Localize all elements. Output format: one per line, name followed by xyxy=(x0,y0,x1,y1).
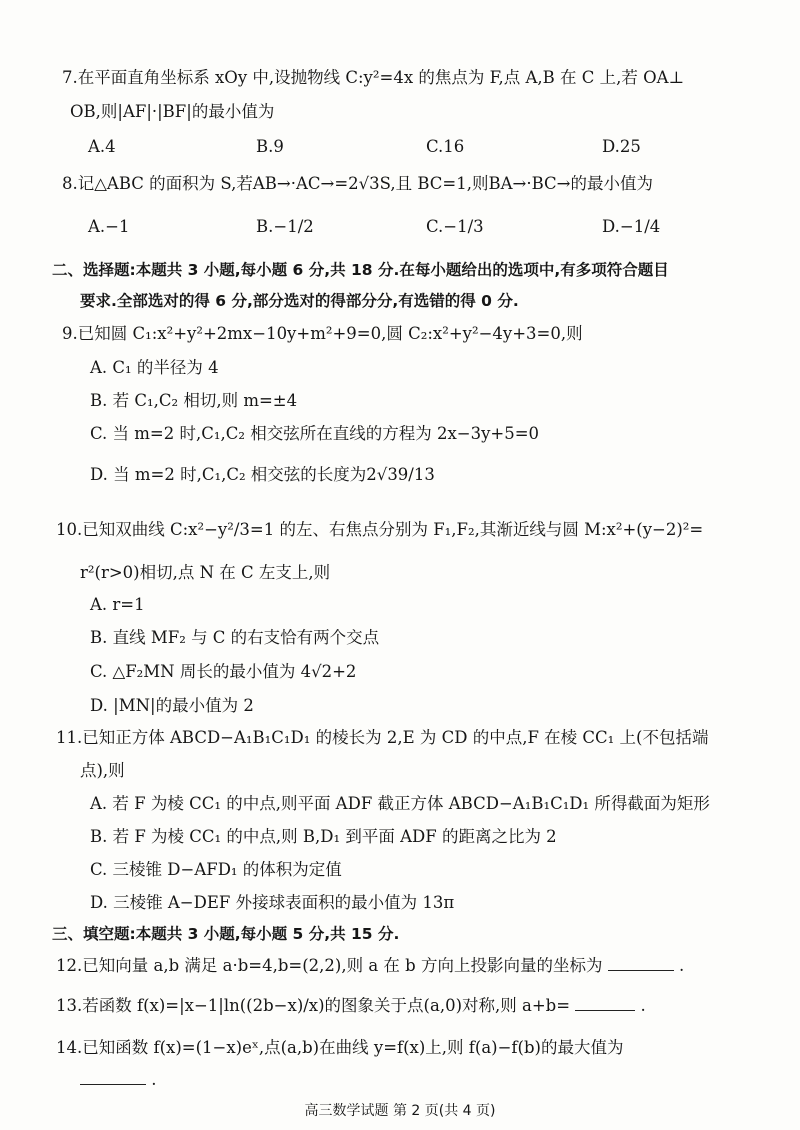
section2-heading-line2: 要求.全部选对的得 6 分,部分选对的得部分分,有选错的得 0 分. xyxy=(80,292,519,310)
q7-options xyxy=(88,135,641,159)
section3-heading: 三、填空题:本题共 3 小题,每小题 5 分,共 15 分. xyxy=(52,925,400,943)
q8-option-a: A.−1 xyxy=(88,217,130,236)
q9-option-a: A. C₁ 的半径为 4 xyxy=(90,358,219,377)
q13-line xyxy=(56,994,646,1018)
q11-option-a: A. 若 F 为棱 CC₁ 的中点,则平面 ADF 截正方体 ABCD−A₁B₁C₁D₁ 所得截面为矩形 xyxy=(90,794,710,813)
q11-line2: 点),则 xyxy=(80,761,125,780)
q10-option-c: C. △F₂MN 周长的最小值为 4√2+2 xyxy=(90,662,357,681)
q14-answer-blank[interactable] xyxy=(80,1070,146,1085)
q7-line2: OB,则|AF|·|BF|的最小值为 xyxy=(70,102,275,121)
q14-line1: 14.已知函数 f(x)=(1−x)eˣ,点(a,b)在曲线 y=f(x)上,则 f(a)−f(b)的最大值为 xyxy=(56,1038,624,1057)
q14-line2 xyxy=(80,1068,157,1092)
section2-heading-line1: 二、选择题:本题共 3 小题,每小题 6 分,共 18 分.在每小题给出的选项中,有多项符合题目 xyxy=(52,261,669,279)
q9-option-b: B. 若 C₁,C₂ 相切,则 m=±4 xyxy=(90,391,298,410)
q11-option-c: C. 三棱锥 D−AFD₁ 的体积为定值 xyxy=(90,860,342,879)
q7-option-c: C.16 xyxy=(426,137,465,156)
q10-option-d: D. |MN|的最小值为 2 xyxy=(90,696,254,715)
q13-stem: 13.若函数 f(x)=|x−1|ln((2b−x)/x)的图象关于点(a,0)对称,则 a+b= xyxy=(56,996,571,1015)
q13-answer-blank[interactable] xyxy=(575,996,635,1011)
q14-end: . xyxy=(151,1070,157,1089)
q11-option-b: B. 若 F 为棱 CC₁ 的中点,则 B,D₁ 到平面 ADF 的距离之比为 2 xyxy=(90,827,557,846)
q8-option-b: B.−1/2 xyxy=(256,217,314,236)
q9-option-d: D. 当 m=2 时,C₁,C₂ 相交弦的长度为2√39/13 xyxy=(90,465,435,484)
q7-option-d: D.25 xyxy=(602,137,641,156)
q9-option-c: C. 当 m=2 时,C₁,C₂ 相交弦所在直线的方程为 2x−3y+5=0 xyxy=(90,424,540,443)
q8-option-d: D.−1/4 xyxy=(602,217,661,236)
q13-end: . xyxy=(640,996,646,1015)
q12-line xyxy=(56,954,684,978)
q7-option-b: B.9 xyxy=(256,137,284,156)
q8-options xyxy=(88,215,660,239)
q9-stem: 9.已知圆 C₁:x²+y²+2mx−10y+m²+9=0,圆 C₂:x²+y²−4y+3=0,则 xyxy=(62,324,583,343)
q11-option-d: D. 三棱锥 A−DEF 外接球表面积的最小值为 13π xyxy=(90,893,455,912)
q10-line1: 10.已知双曲线 C:x²−y²/3=1 的左、右焦点分别为 F₁,F₂,其渐近线与圆 M:x²+(y−2)²= xyxy=(56,520,704,539)
q12-stem: 12.已知向量 a,b 满足 a·b=4,b=(2,2),则 a 在 b 方向上投影向量的坐标为 xyxy=(56,956,603,975)
page-footer: 高三数学试题 第 2 页(共 4 页) xyxy=(304,1103,496,1119)
q8-option-c: C.−1/3 xyxy=(426,217,484,236)
q11-line1: 11.已知正方体 ABCD−A₁B₁C₁D₁ 的棱长为 2,E 为 CD 的中点,F 在棱 CC₁ 上(不包括端 xyxy=(56,728,709,747)
q8-stem: 8.记△ABC 的面积为 S,若AB→·AC→=2√3S,且 BC=1,则BA→·BC→的最小值为 xyxy=(62,174,653,193)
q7-line1: 7.在平面直角坐标系 xOy 中,设抛物线 C:y²=4x 的焦点为 F,点 A,B 在 C 上,若 OA⊥ xyxy=(62,68,685,87)
q12-answer-blank[interactable] xyxy=(608,956,674,971)
q10-line2: r²(r>0)相切,点 N 在 C 左支上,则 xyxy=(80,563,331,582)
q7-option-a: A.4 xyxy=(88,137,116,156)
q10-option-a: A. r=1 xyxy=(90,595,145,614)
q10-option-b: B. 直线 MF₂ 与 C 的右支恰有两个交点 xyxy=(90,628,380,647)
q12-end: . xyxy=(678,956,685,975)
